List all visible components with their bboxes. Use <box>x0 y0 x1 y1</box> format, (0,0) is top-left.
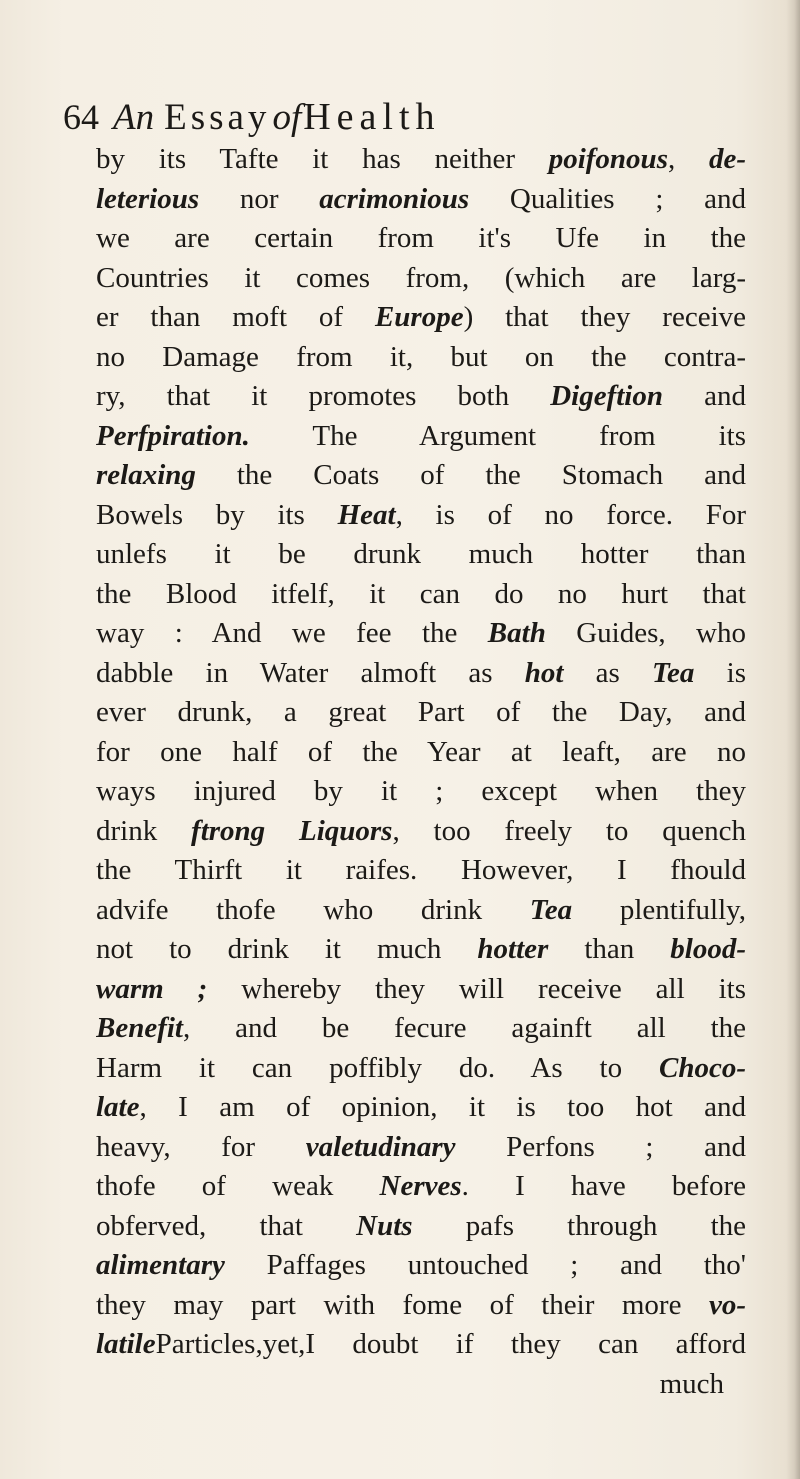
italic-text: ftrong Liquors <box>191 814 393 847</box>
text-run: Guides, who <box>545 617 746 649</box>
text-line <box>96 733 746 773</box>
text-line <box>96 1246 746 1286</box>
text-line <box>96 1325 746 1365</box>
italic-text: Tea <box>529 893 573 926</box>
text-line <box>96 1128 746 1168</box>
text-run: The Argument from its <box>249 419 746 452</box>
text-line <box>96 417 746 457</box>
text-run: Harm it can poffibly do. As to <box>96 1051 659 1084</box>
italic-text: Benefit <box>96 1012 183 1044</box>
italic-text: poifonous <box>548 143 668 175</box>
text-line <box>96 772 746 812</box>
text-run: whereby they will receive all its <box>207 972 746 1005</box>
running-head <box>63 92 753 142</box>
text-line <box>96 1049 746 1089</box>
italic-text: Tea <box>652 656 695 689</box>
text-line <box>96 1009 746 1049</box>
text-line <box>96 654 746 694</box>
text-line <box>96 693 746 733</box>
text-line <box>96 970 746 1010</box>
text-line <box>96 338 746 378</box>
text-run: for one half of the Year at leaft, are no <box>96 735 746 768</box>
italic-text: acrimonious <box>319 182 470 215</box>
page-number: 64 <box>63 97 99 137</box>
italic-text: Europe <box>374 301 464 333</box>
italic-text: hot <box>524 656 564 689</box>
text-line <box>96 930 746 970</box>
text-run: ) that they receive <box>463 301 746 333</box>
italic-text: hotter <box>477 933 549 965</box>
text-run: no Damage from it, but on the contra- <box>96 340 746 373</box>
text-run: , too freely to quench <box>392 814 746 847</box>
text-run: heavy, for <box>96 1130 306 1163</box>
text-line <box>96 812 746 852</box>
page-edge-shadow <box>786 0 800 1479</box>
text-run: , I am of opinion, it is too hot and <box>139 1091 746 1123</box>
text-run: . I have before <box>461 1170 746 1202</box>
text-line <box>96 219 746 259</box>
text-line <box>96 496 746 536</box>
text-run: than <box>548 933 671 965</box>
text-line <box>96 140 746 180</box>
text-line <box>96 1286 746 1326</box>
text-line <box>96 1167 746 1207</box>
italic-text: Heat <box>337 498 396 531</box>
text-run: obferved, that <box>96 1209 357 1242</box>
italic-text: late <box>96 1091 140 1123</box>
running-head-essay: Essay <box>164 97 271 138</box>
text-run: is <box>694 656 746 689</box>
text-run: Perfons ; and <box>455 1130 746 1163</box>
text-line <box>96 456 746 496</box>
text-line <box>96 377 746 417</box>
text-line <box>96 891 746 931</box>
italic-text: valetudinary <box>305 1130 456 1163</box>
text-run: plentifully, <box>572 893 746 926</box>
text-line <box>96 535 746 575</box>
text-run: not to drink it much <box>96 933 478 965</box>
text-line <box>96 1088 746 1128</box>
italic-text: Digeftion <box>550 380 663 412</box>
text-run: the Blood itfelf, it can do no hurt that <box>96 577 746 610</box>
italic-text: Nerves <box>379 1170 462 1202</box>
text-run: ways injured by it ; except when they <box>96 775 746 807</box>
italic-text: leterious <box>96 182 200 215</box>
text-run: ever drunk, a great Part of the Day, and <box>96 696 746 728</box>
text-run: nor <box>199 182 320 215</box>
text-run: unlefs it be drunk much hotter than <box>96 538 746 570</box>
italic-text: warm ; <box>96 972 208 1005</box>
text-run: Paffages untouched ; and tho' <box>224 1249 746 1281</box>
text-line <box>96 259 746 299</box>
italic-text: alimentary <box>96 1249 225 1281</box>
text-run: dabble in Water almoft as <box>96 656 525 689</box>
text-run: way : And we fee the <box>96 617 488 649</box>
italic-text: de- <box>708 143 746 175</box>
text-run: Bowels by its <box>96 498 338 531</box>
text-run: , and be fecure againft all the <box>183 1012 746 1044</box>
running-head-of: of <box>272 97 302 138</box>
text-line <box>96 851 746 891</box>
text-line <box>96 298 746 338</box>
text-run: pafs through the <box>412 1209 746 1242</box>
text-run: Particles,yet,I doubt if they can afford <box>155 1328 746 1360</box>
text-line <box>96 1365 746 1405</box>
text-run: er than moft of <box>96 301 375 333</box>
running-head-health: Health <box>303 96 441 138</box>
text-run: thofe of weak <box>96 1170 380 1202</box>
text-run: by its Tafte it has neither <box>96 143 549 175</box>
text-line <box>96 1207 746 1247</box>
text-line <box>96 614 746 654</box>
italic-text: relaxing <box>96 459 196 491</box>
text-run: we are certain from it's Ufe in the <box>96 222 746 254</box>
italic-text: blood- <box>670 933 746 965</box>
text-run: the Thirft it raifes. However, I fhould <box>96 854 746 886</box>
text-run: Qualities ; and <box>469 182 746 215</box>
text-run: advife thofe who drink <box>96 893 530 926</box>
text-run: , <box>667 143 709 175</box>
italic-text: Nuts <box>356 1209 413 1242</box>
running-head-an: An <box>113 97 155 138</box>
body-text <box>96 140 746 1404</box>
text-run: the Coats of the Stomach and <box>195 459 746 491</box>
text-run: as <box>563 656 652 689</box>
text-run: , is of no force. For <box>395 498 746 531</box>
text-run: and <box>663 380 746 412</box>
text-run: drink <box>96 814 192 847</box>
text-run: Countries it comes from, (which are larg- <box>96 261 746 294</box>
text-run: much <box>659 1367 724 1400</box>
text-run: they may part with fome of their more <box>96 1288 709 1321</box>
italic-text: Choco- <box>659 1051 746 1084</box>
text-line <box>96 180 746 220</box>
italic-text: Perfpiration. <box>96 419 250 452</box>
italic-text: Bath <box>487 617 546 649</box>
text-line <box>96 575 746 615</box>
text-run: ry, that it promotes both <box>96 380 551 412</box>
italic-text: latile <box>96 1328 156 1360</box>
italic-text: vo- <box>708 1288 746 1321</box>
